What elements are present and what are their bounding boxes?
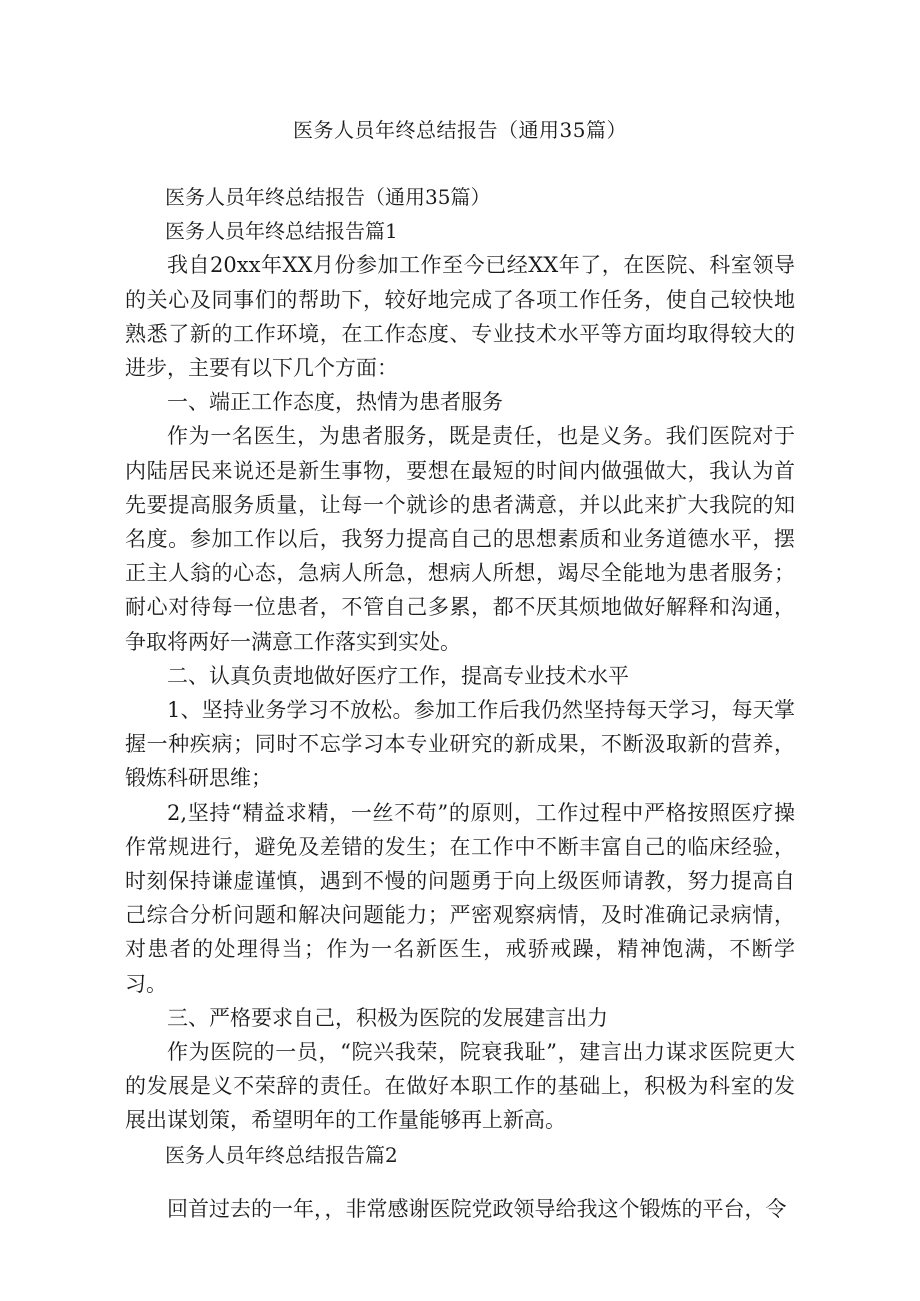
section-heading-1: 医务人员年终总结报告篇1 [165, 219, 398, 244]
section-heading-2: 医务人员年终总结报告篇2 [165, 1142, 398, 1167]
body-paragraph: 1、坚持业务学习不放松。参加工作后我仍然坚持每天学习，每天掌握一种疾病；同时不忘学习本专业研究的新成果，不断汲取新的营养，锻炼科研思维； [125, 698, 795, 791]
body-paragraph: 我自20xx年XX月份参加工作至今已经XX年了，在医院、科室领导的关心及同事们的帮助下，较好地完成了各项工作任务，使自己较快地熟悉了新的工作环境，在工作态度、专业技术水平等方面均取得较大的进步，主要有以下几个方面： [125, 253, 795, 381]
subtitle-paragraph: 医务人员年终总结报告（通用35篇） [165, 185, 491, 209]
body-paragraph: 作为医院的一员，“院兴我荣，院衰我耻”，建言出力谋求医院更大的发展是义不荣辞的责任。在做好本职工作的基础上，积极为科室的发展出谋划策，希望明年的工作量能够再上新高。 [125, 1040, 795, 1133]
subsection-heading: 三、严格要求自己，积极为医院的发展建言出力 [167, 1005, 608, 1030]
body-paragraph: 回首过去的一年，，非常感谢医院党政领导给我这个锻炼的平台，令 [167, 1196, 787, 1221]
document-title: 医务人员年终总结报告（通用35篇） [293, 118, 627, 142]
subsection-heading: 一、端正工作态度，热情为患者服务 [167, 390, 503, 415]
subsection-heading: 二、认真负责地做好医疗工作，提高专业技术水平 [167, 663, 629, 688]
body-paragraph: 2,坚持“精益求精，一丝不苟”的原则，工作过程中严格按照医疗操作常规进行，避免及差错的发生；在工作中不断丰富自己的临床经验，时刻保持谦虚谨慎，遇到不慢的问题勇于向上级医师请教，努力提高自己综合分析问题和解决问题能力；严密观察病情，及时准确记录病情，对患者的处理得当；作为一名新医生，戒骄戒躁，精神饱满，不断学习。 [125, 800, 795, 996]
body-paragraph: 作为一名医生，为患者服务，既是责任，也是义务。我们医院对于内陆居民来说还是新生事物，要想在最短的时间内做强做大，我认为首先要提高服务质量，让每一个就诊的患者满意，并以此来扩大我院的知名度。参加工作以后，我努力提高自己的思想素质和业务道德水平，摆正主人翁的心态，急病人所急，想病人所想，竭尽全能地为患者服务；耐心对待每一位患者，不管自己多累，都不厌其烦地做好解释和沟通，争取将两好一满意工作落实到实处。 [125, 424, 795, 654]
document-body [125, 180, 795, 1226]
